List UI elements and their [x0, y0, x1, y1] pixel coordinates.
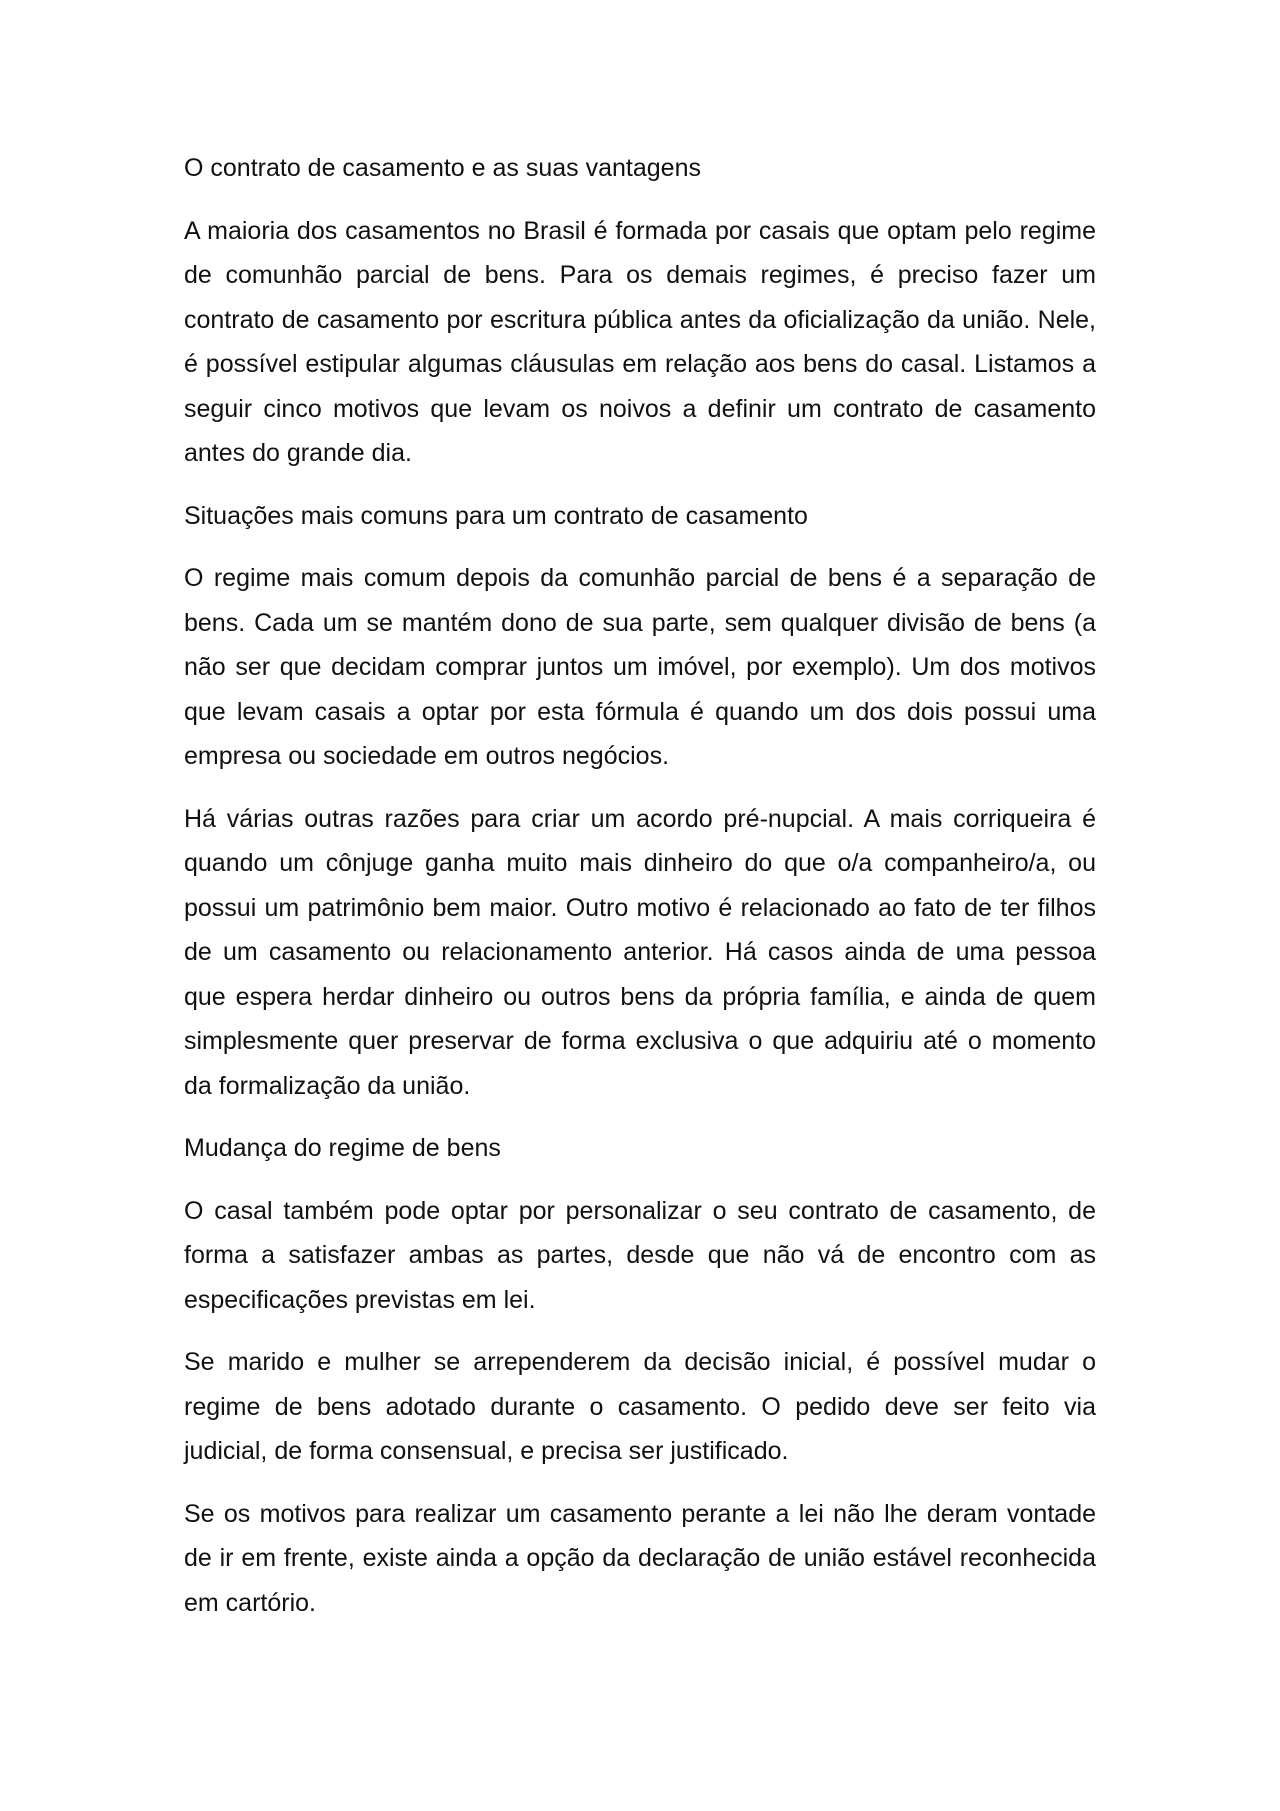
- paragraph-personalize-contract: O casal também pode optar por personalizar o seu contrato de casamento, de forma a satisfazer ambas as partes, desde que não vá de encontro com as especificações previstas em lei.: [184, 1196, 1096, 1314]
- paragraph-change-regime: Se marido e mulher se arrependerem da decisão inicial, é possível mudar o regime de bens adotado durante o casamento. O pedido deve ser feito via judicial, de forma consensual, e precisa ser justificado.: [184, 1348, 1096, 1465]
- paragraph-stable-union: Se os motivos para realizar um casamento perante a lei não lhe deram vontade de ir em frente, existe ainda a opção da declaração de união estável reconhecida em cartório.: [184, 1499, 1096, 1617]
- section-heading-regime-change: Mudança do regime de bens: [184, 1134, 501, 1162]
- section-heading-common-situations: Situações mais comuns para um contrato de casamento: [184, 501, 808, 530]
- paragraph-intro: A maioria dos casamentos no Brasil é formada por casais que optam pelo regime de comunhão parcial de bens. Para os demais regimes, é preciso fazer um contrato de casamento por escritura pública antes da oficialização da união. Nele, é possível estipular algumas cláusulas em relação aos bens do casal. Listamos a seguir cinco motivos que levam os noivos a definir um contrato de casamento antes do grande dia.: [184, 216, 1096, 467]
- paragraph-separation-of-assets: O regime mais comum depois da comunhão parcial de bens é a separação de bens. Cada um se mantém dono de sua parte, sem qualquer divisão de bens (a não ser que decidam comprar juntos um imóvel, por exemplo). Um dos motivos que levam casais a optar por esta fórmula é quando um dos dois possui uma empresa ou sociedade em outros negócios.: [184, 564, 1096, 770]
- paragraph-other-reasons: Há várias outras razões para criar um acordo pré-nupcial. A mais corriqueira é quando um cônjuge ganha muito mais dinheiro do que o/a companheiro/a, ou possui um patrimônio bem maior. Outro motivo é relacionado ao fato de ter filhos de um casamento ou relacionamento anterior. Há casos ainda de uma pessoa que espera herdar dinheiro ou outros bens da própria família, e ainda de quem simplesmente quer preservar de forma exclusiva o que adquiriu até o momento da formalização da união.: [184, 804, 1096, 1100]
- section-heading-contract-advantages: O contrato de casamento e as suas vantagens: [184, 154, 701, 182]
- document-body: [184, 146, 1096, 1643]
